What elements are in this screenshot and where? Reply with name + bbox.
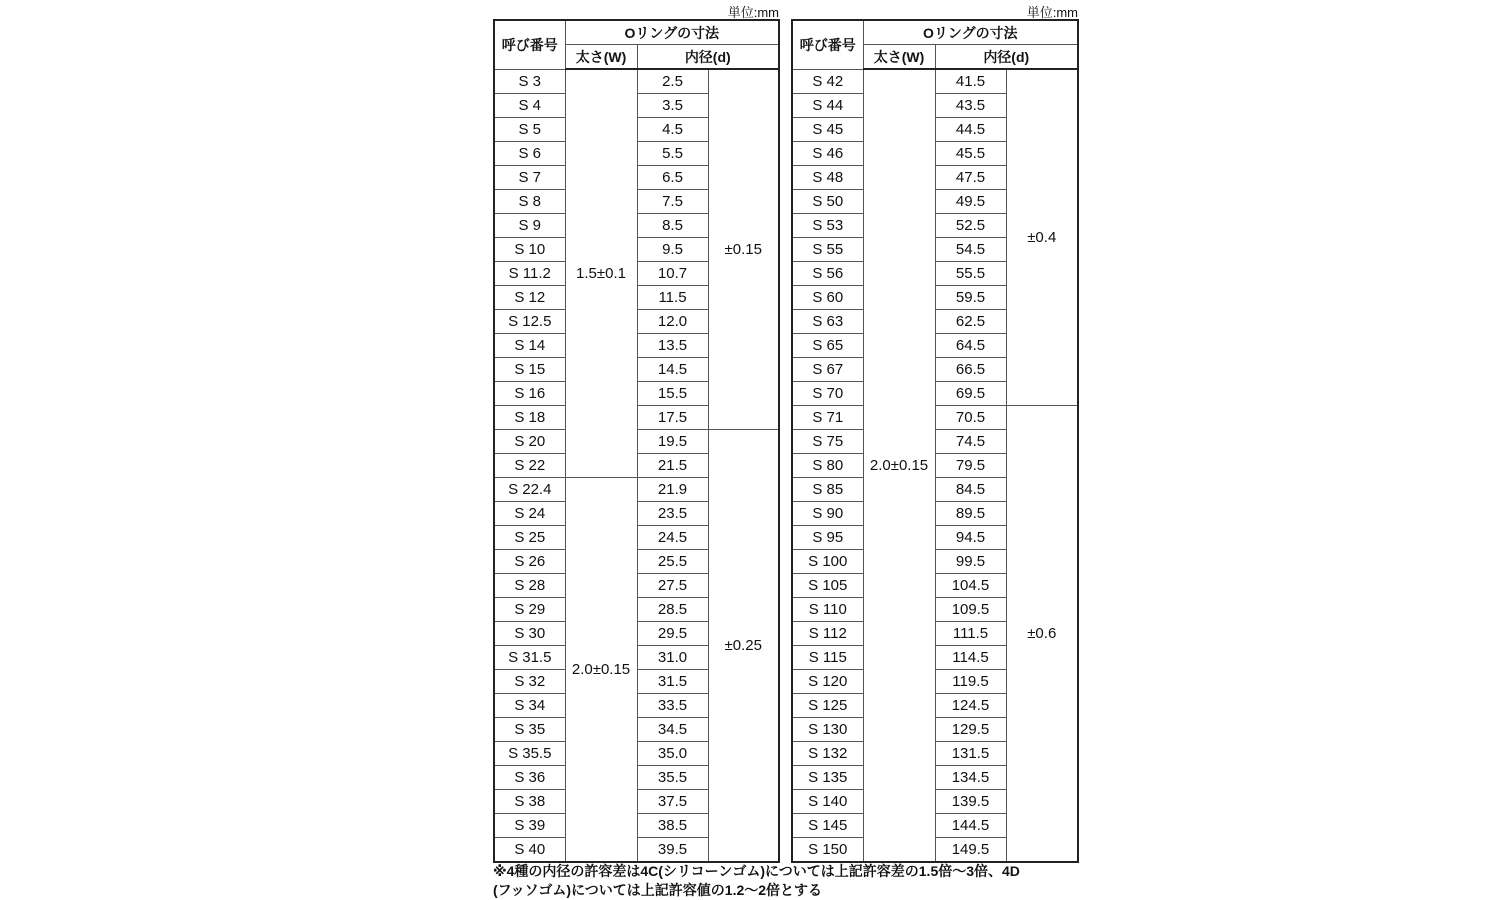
nominal-cell: S 16	[494, 382, 565, 406]
inner-diameter-cell: 27.5	[637, 574, 708, 598]
inner-diameter-cell: 94.5	[935, 526, 1006, 550]
header-width: 太さ(W)	[863, 45, 935, 70]
header-nominal: 呼び番号	[494, 20, 565, 69]
inner-diameter-cell: 41.5	[935, 69, 1006, 94]
inner-diameter-cell: 2.5	[637, 69, 708, 94]
inner-diameter-cell: 49.5	[935, 190, 1006, 214]
nominal-cell: S 140	[792, 790, 863, 814]
inner-diameter-cell: 39.5	[637, 838, 708, 863]
nominal-cell: S 85	[792, 478, 863, 502]
inner-diameter-cell: 55.5	[935, 262, 1006, 286]
inner-diameter-cell: 66.5	[935, 358, 1006, 382]
tolerance-cell: ±0.25	[708, 430, 779, 863]
nominal-cell: S 48	[792, 166, 863, 190]
inner-diameter-cell: 6.5	[637, 166, 708, 190]
nominal-cell: S 135	[792, 766, 863, 790]
nominal-cell: S 53	[792, 214, 863, 238]
oring-table-right	[791, 19, 1079, 863]
nominal-cell: S 45	[792, 118, 863, 142]
inner-diameter-cell: 134.5	[935, 766, 1006, 790]
inner-diameter-cell: 84.5	[935, 478, 1006, 502]
nominal-cell: S 150	[792, 838, 863, 863]
nominal-cell: S 36	[494, 766, 565, 790]
inner-diameter-cell: 144.5	[935, 814, 1006, 838]
nominal-cell: S 22.4	[494, 478, 565, 502]
nominal-cell: S 115	[792, 646, 863, 670]
tolerance-cell: ±0.15	[708, 69, 779, 430]
inner-diameter-cell: 43.5	[935, 94, 1006, 118]
inner-diameter-cell: 114.5	[935, 646, 1006, 670]
nominal-cell: S 67	[792, 358, 863, 382]
tolerance-cell: ±0.6	[1006, 406, 1078, 863]
inner-diameter-cell: 45.5	[935, 142, 1006, 166]
inner-diameter-cell: 15.5	[637, 382, 708, 406]
nominal-cell: S 71	[792, 406, 863, 430]
inner-diameter-cell: 3.5	[637, 94, 708, 118]
inner-diameter-cell: 109.5	[935, 598, 1006, 622]
nominal-cell: S 132	[792, 742, 863, 766]
inner-diameter-cell: 7.5	[637, 190, 708, 214]
nominal-cell: S 24	[494, 502, 565, 526]
header-inner-diameter: 内径(d)	[935, 45, 1078, 70]
inner-diameter-cell: 44.5	[935, 118, 1006, 142]
header-dimensions: Oリングの寸法	[863, 20, 1078, 45]
inner-diameter-cell: 37.5	[637, 790, 708, 814]
nominal-cell: S 22	[494, 454, 565, 478]
inner-diameter-cell: 10.7	[637, 262, 708, 286]
oring-table-left	[493, 19, 780, 863]
inner-diameter-cell: 28.5	[637, 598, 708, 622]
footnote-line-2: (フッソゴム)については上記許容値の1.2～2倍とする	[493, 882, 823, 898]
nominal-cell: S 12.5	[494, 310, 565, 334]
table-row	[792, 406, 1078, 430]
width-cell: 1.5±0.1	[565, 69, 637, 478]
header-nominal: 呼び番号	[792, 20, 863, 69]
inner-diameter-cell: 139.5	[935, 790, 1006, 814]
nominal-cell: S 105	[792, 574, 863, 598]
inner-diameter-cell: 31.5	[637, 670, 708, 694]
nominal-cell: S 70	[792, 382, 863, 406]
nominal-cell: S 4	[494, 94, 565, 118]
nominal-cell: S 34	[494, 694, 565, 718]
inner-diameter-cell: 131.5	[935, 742, 1006, 766]
nominal-cell: S 112	[792, 622, 863, 646]
inner-diameter-cell: 5.5	[637, 142, 708, 166]
inner-diameter-cell: 9.5	[637, 238, 708, 262]
inner-diameter-cell: 35.5	[637, 766, 708, 790]
inner-diameter-cell: 34.5	[637, 718, 708, 742]
nominal-cell: S 39	[494, 814, 565, 838]
nominal-cell: S 30	[494, 622, 565, 646]
nominal-cell: S 50	[792, 190, 863, 214]
nominal-cell: S 110	[792, 598, 863, 622]
nominal-cell: S 55	[792, 238, 863, 262]
inner-diameter-cell: 99.5	[935, 550, 1006, 574]
nominal-cell: S 56	[792, 262, 863, 286]
nominal-cell: S 63	[792, 310, 863, 334]
nominal-cell: S 40	[494, 838, 565, 863]
nominal-cell: S 42	[792, 69, 863, 94]
width-cell: 2.0±0.15	[863, 69, 935, 862]
inner-diameter-cell: 24.5	[637, 526, 708, 550]
nominal-cell: S 80	[792, 454, 863, 478]
inner-diameter-cell: 59.5	[935, 286, 1006, 310]
inner-diameter-cell: 4.5	[637, 118, 708, 142]
inner-diameter-cell: 12.0	[637, 310, 708, 334]
inner-diameter-cell: 38.5	[637, 814, 708, 838]
nominal-cell: S 95	[792, 526, 863, 550]
inner-diameter-cell: 25.5	[637, 550, 708, 574]
inner-diameter-cell: 19.5	[637, 430, 708, 454]
inner-diameter-cell: 31.0	[637, 646, 708, 670]
inner-diameter-cell: 33.5	[637, 694, 708, 718]
nominal-cell: S 14	[494, 334, 565, 358]
nominal-cell: S 6	[494, 142, 565, 166]
nominal-cell: S 25	[494, 526, 565, 550]
nominal-cell: S 12	[494, 286, 565, 310]
table-body-right	[792, 69, 1078, 862]
nominal-cell: S 3	[494, 69, 565, 94]
nominal-cell: S 35.5	[494, 742, 565, 766]
nominal-cell: S 20	[494, 430, 565, 454]
nominal-cell: S 120	[792, 670, 863, 694]
inner-diameter-cell: 29.5	[637, 622, 708, 646]
nominal-cell: S 29	[494, 598, 565, 622]
inner-diameter-cell: 129.5	[935, 718, 1006, 742]
table-body-left	[494, 69, 779, 862]
inner-diameter-cell: 119.5	[935, 670, 1006, 694]
nominal-cell: S 18	[494, 406, 565, 430]
inner-diameter-cell: 17.5	[637, 406, 708, 430]
inner-diameter-cell: 23.5	[637, 502, 708, 526]
nominal-cell: S 60	[792, 286, 863, 310]
inner-diameter-cell: 149.5	[935, 838, 1006, 863]
nominal-cell: S 31.5	[494, 646, 565, 670]
nominal-cell: S 26	[494, 550, 565, 574]
nominal-cell: S 7	[494, 166, 565, 190]
table-row	[494, 430, 779, 454]
inner-diameter-cell: 64.5	[935, 334, 1006, 358]
nominal-cell: S 75	[792, 430, 863, 454]
nominal-cell: S 130	[792, 718, 863, 742]
width-cell: 2.0±0.15	[565, 478, 637, 863]
nominal-cell: S 9	[494, 214, 565, 238]
inner-diameter-cell: 8.5	[637, 214, 708, 238]
inner-diameter-cell: 21.9	[637, 478, 708, 502]
footnote	[493, 862, 1093, 900]
inner-diameter-cell: 104.5	[935, 574, 1006, 598]
inner-diameter-cell: 14.5	[637, 358, 708, 382]
inner-diameter-cell: 79.5	[935, 454, 1006, 478]
nominal-cell: S 32	[494, 670, 565, 694]
nominal-cell: S 90	[792, 502, 863, 526]
nominal-cell: S 15	[494, 358, 565, 382]
inner-diameter-cell: 47.5	[935, 166, 1006, 190]
inner-diameter-cell: 69.5	[935, 382, 1006, 406]
nominal-cell: S 44	[792, 94, 863, 118]
nominal-cell: S 35	[494, 718, 565, 742]
nominal-cell: S 65	[792, 334, 863, 358]
inner-diameter-cell: 21.5	[637, 454, 708, 478]
nominal-cell: S 38	[494, 790, 565, 814]
inner-diameter-cell: 89.5	[935, 502, 1006, 526]
nominal-cell: S 5	[494, 118, 565, 142]
inner-diameter-cell: 62.5	[935, 310, 1006, 334]
nominal-cell: S 10	[494, 238, 565, 262]
header-inner-diameter: 内径(d)	[637, 45, 779, 70]
inner-diameter-cell: 70.5	[935, 406, 1006, 430]
inner-diameter-cell: 74.5	[935, 430, 1006, 454]
unit-label-right: 単位:mm	[1026, 5, 1078, 20]
table-row	[494, 69, 779, 94]
nominal-cell: S 28	[494, 574, 565, 598]
nominal-cell: S 46	[792, 142, 863, 166]
footnote-line-1: ※4種の内径の許容差は4C(シリコーンゴム)については上記許容差の1.5倍～3倍、4D	[493, 863, 1020, 879]
nominal-cell: S 125	[792, 694, 863, 718]
inner-diameter-cell: 111.5	[935, 622, 1006, 646]
header-width: 太さ(W)	[565, 45, 637, 70]
inner-diameter-cell: 124.5	[935, 694, 1006, 718]
inner-diameter-cell: 13.5	[637, 334, 708, 358]
unit-label-left: 単位:mm	[727, 5, 779, 20]
inner-diameter-cell: 35.0	[637, 742, 708, 766]
nominal-cell: S 145	[792, 814, 863, 838]
inner-diameter-cell: 52.5	[935, 214, 1006, 238]
nominal-cell: S 11.2	[494, 262, 565, 286]
tolerance-cell: ±0.4	[1006, 69, 1078, 406]
table-row	[792, 69, 1078, 94]
nominal-cell: S 8	[494, 190, 565, 214]
header-dimensions: Oリングの寸法	[565, 20, 779, 45]
inner-diameter-cell: 54.5	[935, 238, 1006, 262]
inner-diameter-cell: 11.5	[637, 286, 708, 310]
nominal-cell: S 100	[792, 550, 863, 574]
